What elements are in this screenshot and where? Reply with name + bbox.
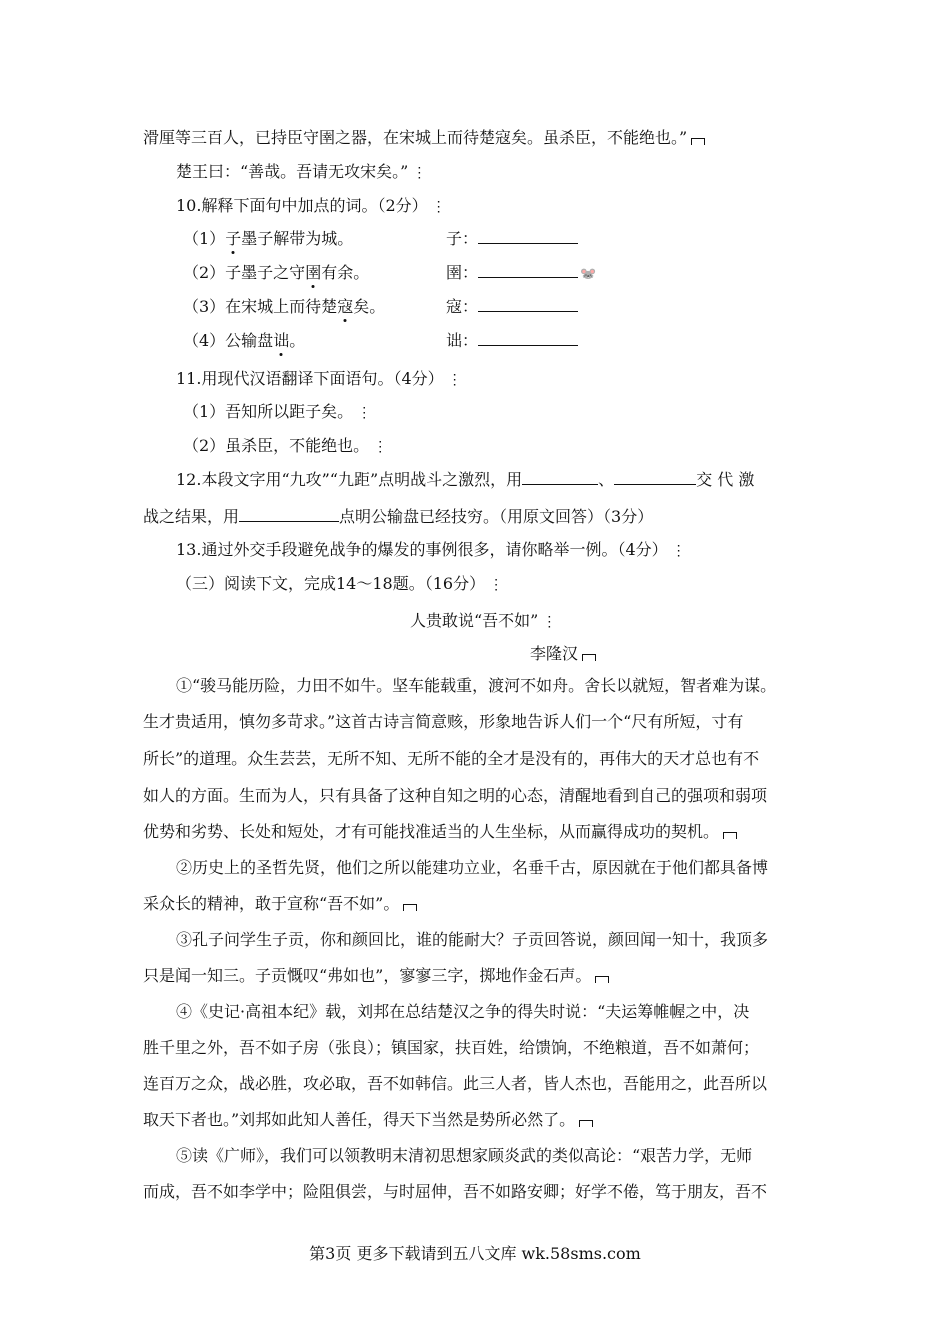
dotted-word: 诎 [273,331,290,350]
answer-blank[interactable] [614,470,696,485]
paragraph-4-line: 胜千里之外，吾不如子房（张良）；镇国家，扶百姓，给馈饷，不绝粮道，吾不如萧何； [143,1038,760,1057]
answer-blank[interactable] [478,331,578,346]
paragraph-1-line: ①“骏马能历险，力田不如牛。坚车能载重，渡河不如舟。舍长以就短，智者难为谋。 [176,676,777,695]
answer-line-1: 子： [446,229,578,249]
answer-blank[interactable] [478,229,578,244]
paragraph-4-line: 取天下者也。”刘邦如此知人善任，得天下当然是势所必然了。 [143,1110,593,1130]
question-10-item-1: （1）子墨子解带为城。 [183,229,354,248]
paragraph-3-line: ③孔子问学生子贡，你和颜回比，谁的能耐大？子贡回答说，颜回闻一知十，我顶多 [176,930,769,949]
answer-blank[interactable] [522,470,598,485]
ellipsis-icon: ⋮ [489,577,504,593]
paragraph-1-line: 生才贵适用，慎勿多苛求。”这首古诗言简意赅，形象地告诉人们一个“尺有所短，寸有 [143,712,744,731]
ellipsis-icon: ⋮ [373,439,388,455]
answer-blank[interactable] [478,263,578,278]
paragraph-4-line: 连百万之众，战必胜，攻必取，吾不如韩信。此三人者，皆人杰也，吾能用之，此吾所以 [143,1074,768,1093]
paragraph-1-line: 如人的方面。生而为人，只有具备了这种自知之明的心态，清醒地看到自己的强项和弱项 [143,786,768,805]
ellipsis-icon: ⋮ [357,405,372,421]
ellipsis-icon: ⋮ [412,165,427,181]
question-11: 11.用现代汉语翻译下面语句。（4分） ⋮ [176,369,462,388]
paragraph-1-line: 所长”的道理。众生芸芸，无所不知、无所不能的全才是没有的，再伟大的天才总也有不 [143,749,760,768]
question-12-cont: 战之结果，用 点明公输盘已经技穷。（用原文回答）（3分） [143,507,654,526]
paragraph-mark-icon [579,1120,593,1127]
answer-line-4: 诎： [446,331,578,351]
article-title: 人贵敢说“吾不如” ⋮ [410,611,557,630]
question-12: 12.本段文字用“九攻”“九距”点明战斗之激烈，用 、 交 代 激 [176,470,755,489]
answer-blank[interactable] [239,507,339,522]
dotted-word: 子 [225,229,242,248]
question-10: 10.解释下面句中加点的词。（2分） ⋮ [176,196,446,215]
ellipsis-icon: ⋮ [447,372,462,388]
paragraph-mark-icon [403,904,417,911]
paragraph-mark-icon [582,654,596,661]
paragraph-1-line: 优势和劣势、长处和短处，才有可能找准适当的人生坐标，从而赢得成功的契机。 [143,822,737,842]
question-13: 13.通过外交手段避免战争的爆发的事例很多，请你略举一例。（4分） ⋮ [176,540,686,559]
paragraph-mark-icon [691,138,705,145]
paragraph-mark-icon [723,832,737,839]
paragraph-mark-icon [595,976,609,983]
paragraph-2-line: 采众长的精神，敢于宣称“吾不如”。 [143,894,417,914]
dotted-word: 圉 [305,263,322,282]
text-line: 楚王曰：“善哉。吾请无攻宋矣。” ⋮ [176,162,427,181]
page-footer: 第3页 更多下载请到五八文库 wk.58sms.com [309,1244,641,1263]
paragraph-5-line: 而成，吾不如李学中；险阻俱尝，与时屈伸，吾不如路安卿；好学不倦，笃于朋友，吾不 [143,1182,768,1201]
question-10-item-3: （3）在宋城上而待楚寇矣。 [183,297,386,316]
paragraph-3-line: 只是闻一知三。子贡慨叹“弗如也”，寥寥三字，掷地作金石声。 [143,966,609,986]
answer-blank[interactable] [478,297,578,312]
text-line: 滑厘等三百人，已持臣守圉之器，在宋城上而待楚寇矣。虽杀臣，不能绝也。” [143,128,705,148]
section-3-heading: （三）阅读下文，完成14～18题。（16分） ⋮ [176,574,504,593]
mouse-icon: 🐭 [580,267,597,282]
paragraph-5-line: ⑤读《广师》，我们可以领教明末清初思想家顾炎武的类似高论：“艰苦力学，无师 [176,1146,753,1165]
ellipsis-icon: ⋮ [671,543,686,559]
ellipsis-icon: ⋮ [431,199,446,215]
question-11-item-2: （2）虽杀臣，不能绝也。 ⋮ [183,436,388,455]
answer-line-3: 寇： [446,297,578,317]
question-10-item-4: （4）公输盘诎。 [183,331,306,350]
article-author: 李隆汉 [530,641,596,664]
ellipsis-icon: ⋮ [542,614,557,630]
paragraph-2-line: ②历史上的圣哲先贤，他们之所以能建功立业，名垂千古，原因就在于他们都具备博 [176,858,769,877]
answer-line-2: 圉： 🐭 [446,263,597,282]
dotted-word: 寇 [337,297,354,316]
question-11-item-1: （1）吾知所以距子矣。 ⋮ [183,402,372,421]
paragraph-4-line: ④《史记·高祖本纪》载，刘邦在总结楚汉之争的得失时说：“夫运筹帷幄之中，决 [176,1002,750,1021]
question-10-item-2: （2）子墨子之守圉有余。 [183,263,370,282]
